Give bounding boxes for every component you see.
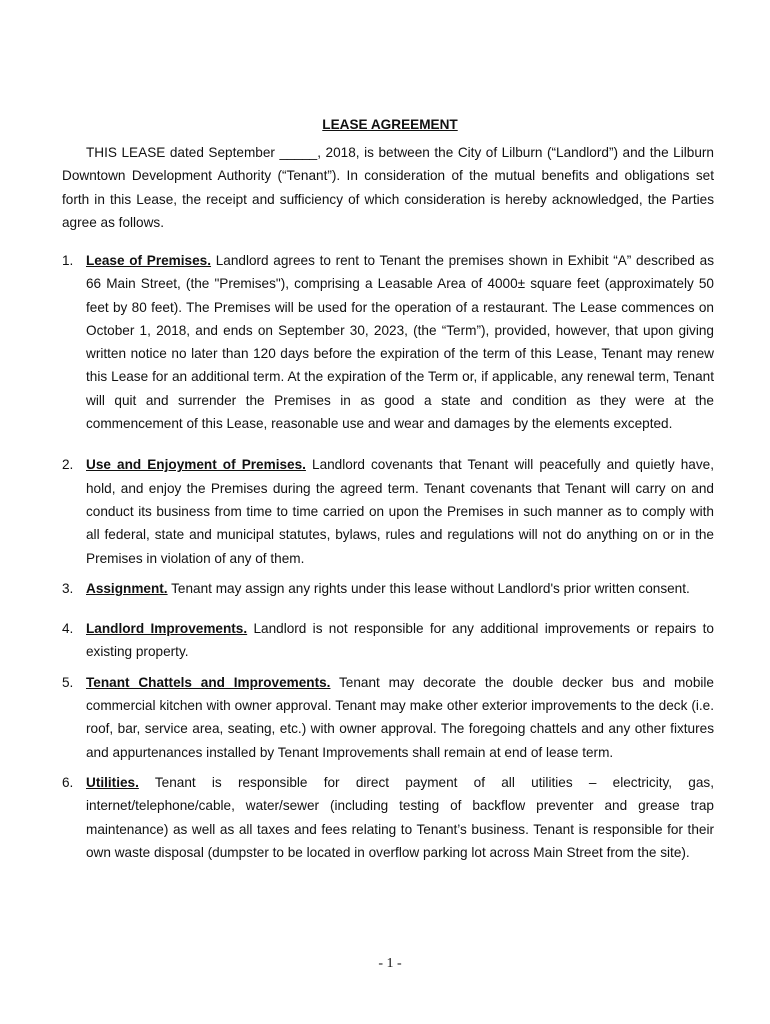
clause-heading: Assignment.	[86, 580, 168, 596]
clause-number: 1.	[62, 253, 74, 268]
clause-number: 6.	[62, 774, 74, 790]
document-title: LEASE AGREEMENT	[322, 117, 458, 132]
clause-heading: Landlord Improvements.	[86, 621, 248, 637]
clause-lease-of-premises	[62, 249, 714, 435]
clause-tenant-chattels	[62, 671, 714, 764]
clause-text: Tenant may decorate the double decker bus and mobile commercial kitchen with owner approval. Tenant may make other exterior improvements to the deck (i.e. roof, bar, service area, seating, etc.) with owner approval. The foregoing chattels and any other fixtures and appurtenances installed by Tenant Improvements shall remain at end of lease term.	[86, 674, 714, 760]
clause-landlord-improvements	[62, 617, 714, 664]
clause-text: Landlord covenants that Tenant will peacefully and quietly have, hold, and enjoy the Premises during the agreed term. Tenant covenants that Tenant will carry on and conduct its business from time to time carried on upon the Premises in such manner as to comply with all federal, state and municipal statutes, bylaws, rules and regulations will not do anything on or in the Premises in violation of any of them.	[86, 457, 714, 566]
clause-use-and-enjoyment	[62, 453, 714, 569]
clause-text: Tenant is responsible for direct payment of all utilities – electricity, gas, internet/telephone/cable, water/sewer (including testing of backflow preventer and grease trap maintenance) as well as all taxes and fees relating to Tenant’s business. Tenant is responsible for their own waste disposal (dumpster to be located in overflow parking lot across Main Street from the site).	[86, 774, 714, 860]
clause-heading: Utilities.	[86, 774, 139, 790]
clause-utilities	[62, 771, 714, 864]
clause-number: 4.	[62, 621, 74, 637]
intro-paragraph: THIS LEASE dated September _____, 2018, is between the City of Lilburn (“Landlord”) and the Lilburn Downtown Development Authority (“Tenant”). In consideration of the mutual benefits and obligations set forth in this Lease, the receipt and sufficiency of which consideration is hereby acknowledged, the Parties agree as follows.	[62, 145, 714, 230]
clause-number: 5.	[62, 674, 74, 690]
page-number: - 1 -	[378, 956, 402, 971]
clause-number: 2.	[62, 457, 74, 473]
clause-number: 3.	[62, 580, 74, 596]
clause-heading: Lease of Premises.	[86, 253, 212, 268]
clause-heading: Tenant Chattels and Improvements.	[86, 674, 331, 690]
clause-heading: Use and Enjoyment of Premises.	[86, 457, 306, 473]
clause-list	[62, 249, 714, 864]
clause-text: Landlord agrees to rent to Tenant the premises shown in Exhibit “A” described as 66 Main Street, (the "Premises"), comprising a Leasable Area of 4000± square feet (approximately 50 feet by 80 feet). The Premises will be used for the operation of a restaurant. The Lease commences on October 1, 2018, and ends on September 30, 2023, (the “Term”), provided, however, that upon giving written notice no later than 120 days before the expiration of the term of this Lease, Tenant may renew this Lease for an additional term. At the expiration of the Term or, if applicable, any renewal term, Tenant will quit and surrender the Premises in as good a state and condition as they were at the commencement of this Lease, reasonable use and wear and damages by the elements excepted.	[86, 253, 715, 432]
clause-text: Tenant may assign any rights under this lease without Landlord's prior written consent.	[167, 580, 690, 596]
clause-assignment	[62, 577, 714, 600]
clause-text: Landlord is not responsible for any additional improvements or repairs to existing property.	[86, 621, 714, 660]
